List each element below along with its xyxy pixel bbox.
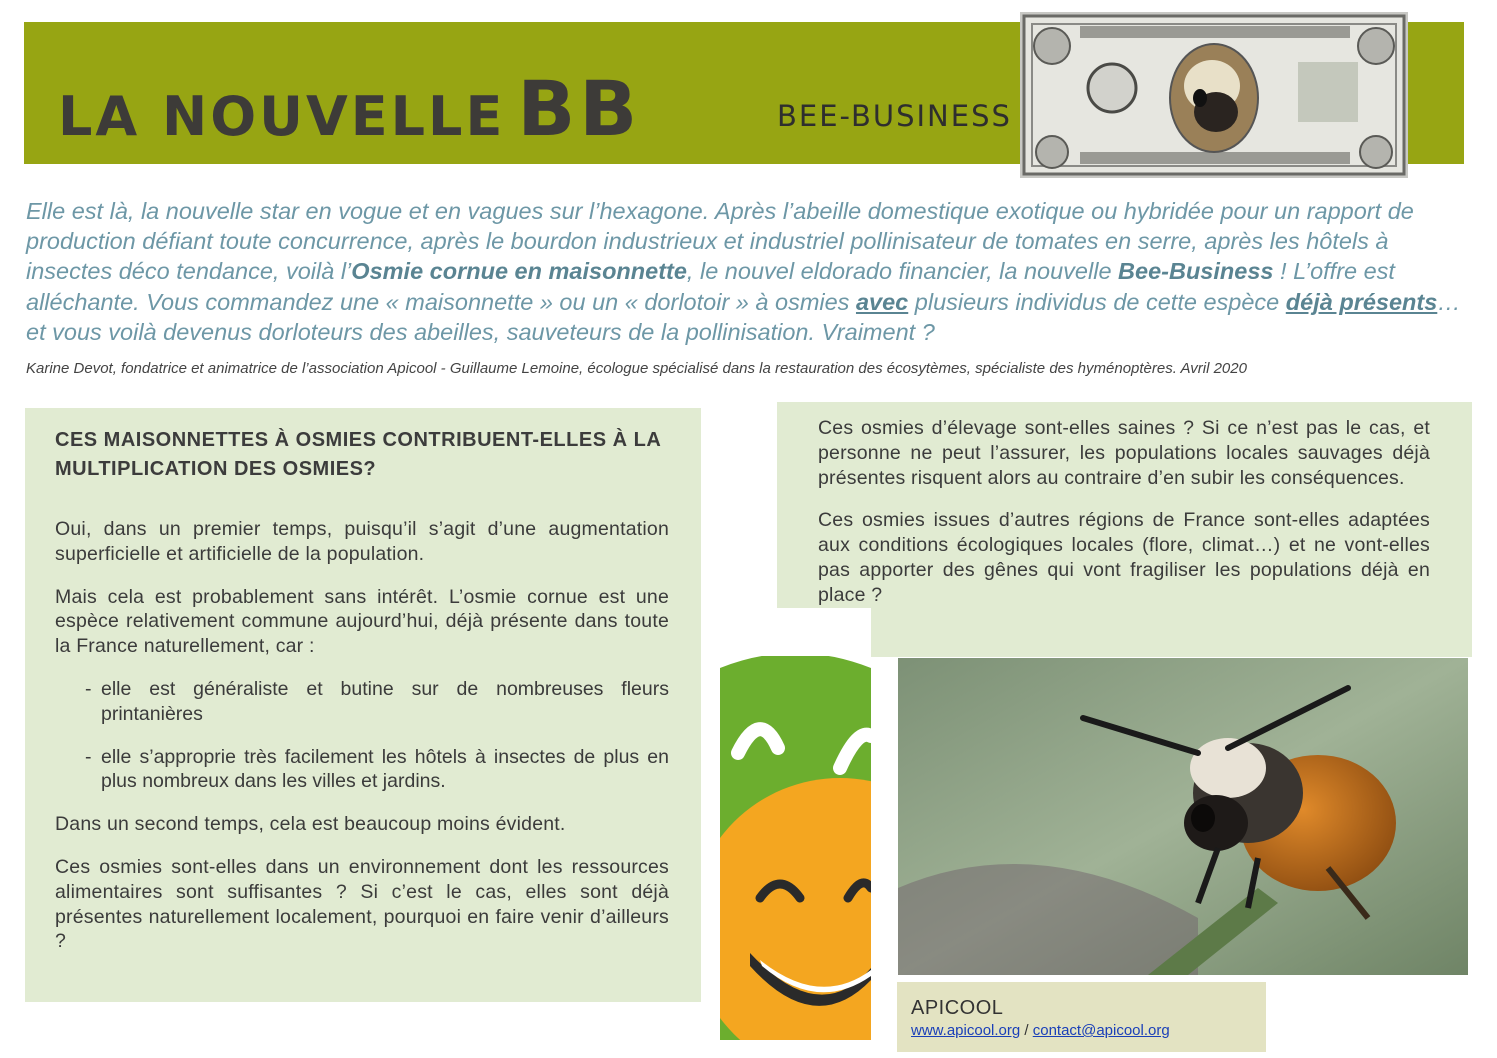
paragraph: Mais cela est probablement sans intérêt. L’osmie cornue est une espèce relativement commune aujourd’hui, déjà présente dans toute la France naturellement, car : (55, 585, 669, 658)
organization-name: APICOOL (911, 997, 1004, 1019)
smiley-logo-image (720, 608, 871, 1040)
intro-text: … et vous voilà devenus dorloteurs des abeilles, sauveteurs de la pollinisation. Vraiment ? (26, 288, 1461, 345)
bullet-marker: - (85, 677, 92, 700)
email-link[interactable]: contact@apicool.org (1032, 1022, 1170, 1039)
title-main: LA NOUVELLE (58, 85, 506, 148)
paragraph: Dans un second temps, cela est beaucoup moins évident. (55, 813, 566, 836)
dollar-bill-image (1020, 12, 1408, 178)
list-item-text: elle est généraliste et butine sur de nombreuses fleurs printanières (101, 677, 669, 725)
intro-underline-avec: avec (855, 288, 909, 315)
bullet-marker: - (85, 745, 92, 768)
link-separator: / (1020, 1022, 1033, 1039)
page-subtitle: BEE-BUSINESS (777, 99, 1012, 133)
contact-links (911, 1022, 1170, 1039)
title-bb: BB (517, 64, 642, 153)
byline: Karine Devot, fondatrice et animatrice de l’association Apicool - Guillaume Lemoine, écologue spécialisé dans la restauration des écosytèmes, spécialiste des hyménoptères. Avril 2020 (26, 360, 1247, 377)
paragraph: Oui, dans un premier temps, puisqu’il s’agit d’une augmentation superficielle et artificielle de la population. (55, 518, 669, 565)
intro-paragraph (26, 196, 1466, 347)
right-text-box (777, 402, 1472, 657)
intro-text: plusieurs individus de cette espèce (908, 288, 1286, 315)
intro-bold-osmie: Osmie cornue en maisonnette (351, 258, 687, 285)
paragraph: Ces osmies issues d’autres régions de France sont-elles adaptées aux conditions écologiques locales (flore, climat…) et ne vont-elles pas apporter des gênes qui vont fragiliser les populations déjà en place ? (818, 509, 1430, 606)
paragraph: Ces osmies sont-elles dans un environnement dont les ressources alimentaires sont suffisantes ? Si c’est le cas, elles sont déjà présentes naturellement localement, pourquoi en faire venir d’ailleurs ? (55, 855, 669, 953)
intro-text: Elle est là, la nouvelle star en vogue et en vagues sur l’hexagone. Après l’abeille domestique exotique ou hybridée pour un rapport de production défiant toute concurrence, après le bourdon industrieux et industriel pollinisateur de tomates en serre, après les hôtels à insectes déco tendance, voilà l’ (26, 198, 1414, 285)
intro-bold-bee-business: Bee-Business (1118, 258, 1274, 285)
intro-underline-deja-presents: déjà présents (1285, 288, 1438, 315)
page-title (58, 64, 641, 153)
intro-text: ! L’offre est alléchante. Vous commandez une « maisonnette » ou un « dorlotoir » à osmies (26, 258, 1395, 315)
paragraph: Ces osmies d’élevage sont-elles saines ? Si ce n’est pas le cas, et personne ne peut l’assurer, les populations locales sauvages déjà présentes risquent alors au contraire d’en subir les conséquences. (818, 417, 1430, 489)
list-item (85, 745, 669, 795)
box-heading: CES MAISONNETTES À OSMIES CONTRIBUENT-ELLES À LA MULTIPLICATION DES OSMIES? (55, 429, 661, 480)
left-text-box (25, 408, 701, 1002)
intro-text: , le nouvel eldorado financier, la nouvelle (686, 258, 1119, 285)
list-item-text: elle s’approprie très facilement les hôtels à insectes de plus en plus nombreux dans les villes et jardins. (101, 745, 669, 793)
website-link[interactable]: www.apicool.org (911, 1022, 1021, 1039)
footer-contact-box (897, 982, 1266, 1052)
list-item (85, 677, 669, 727)
bee-photo-image (898, 658, 1468, 975)
